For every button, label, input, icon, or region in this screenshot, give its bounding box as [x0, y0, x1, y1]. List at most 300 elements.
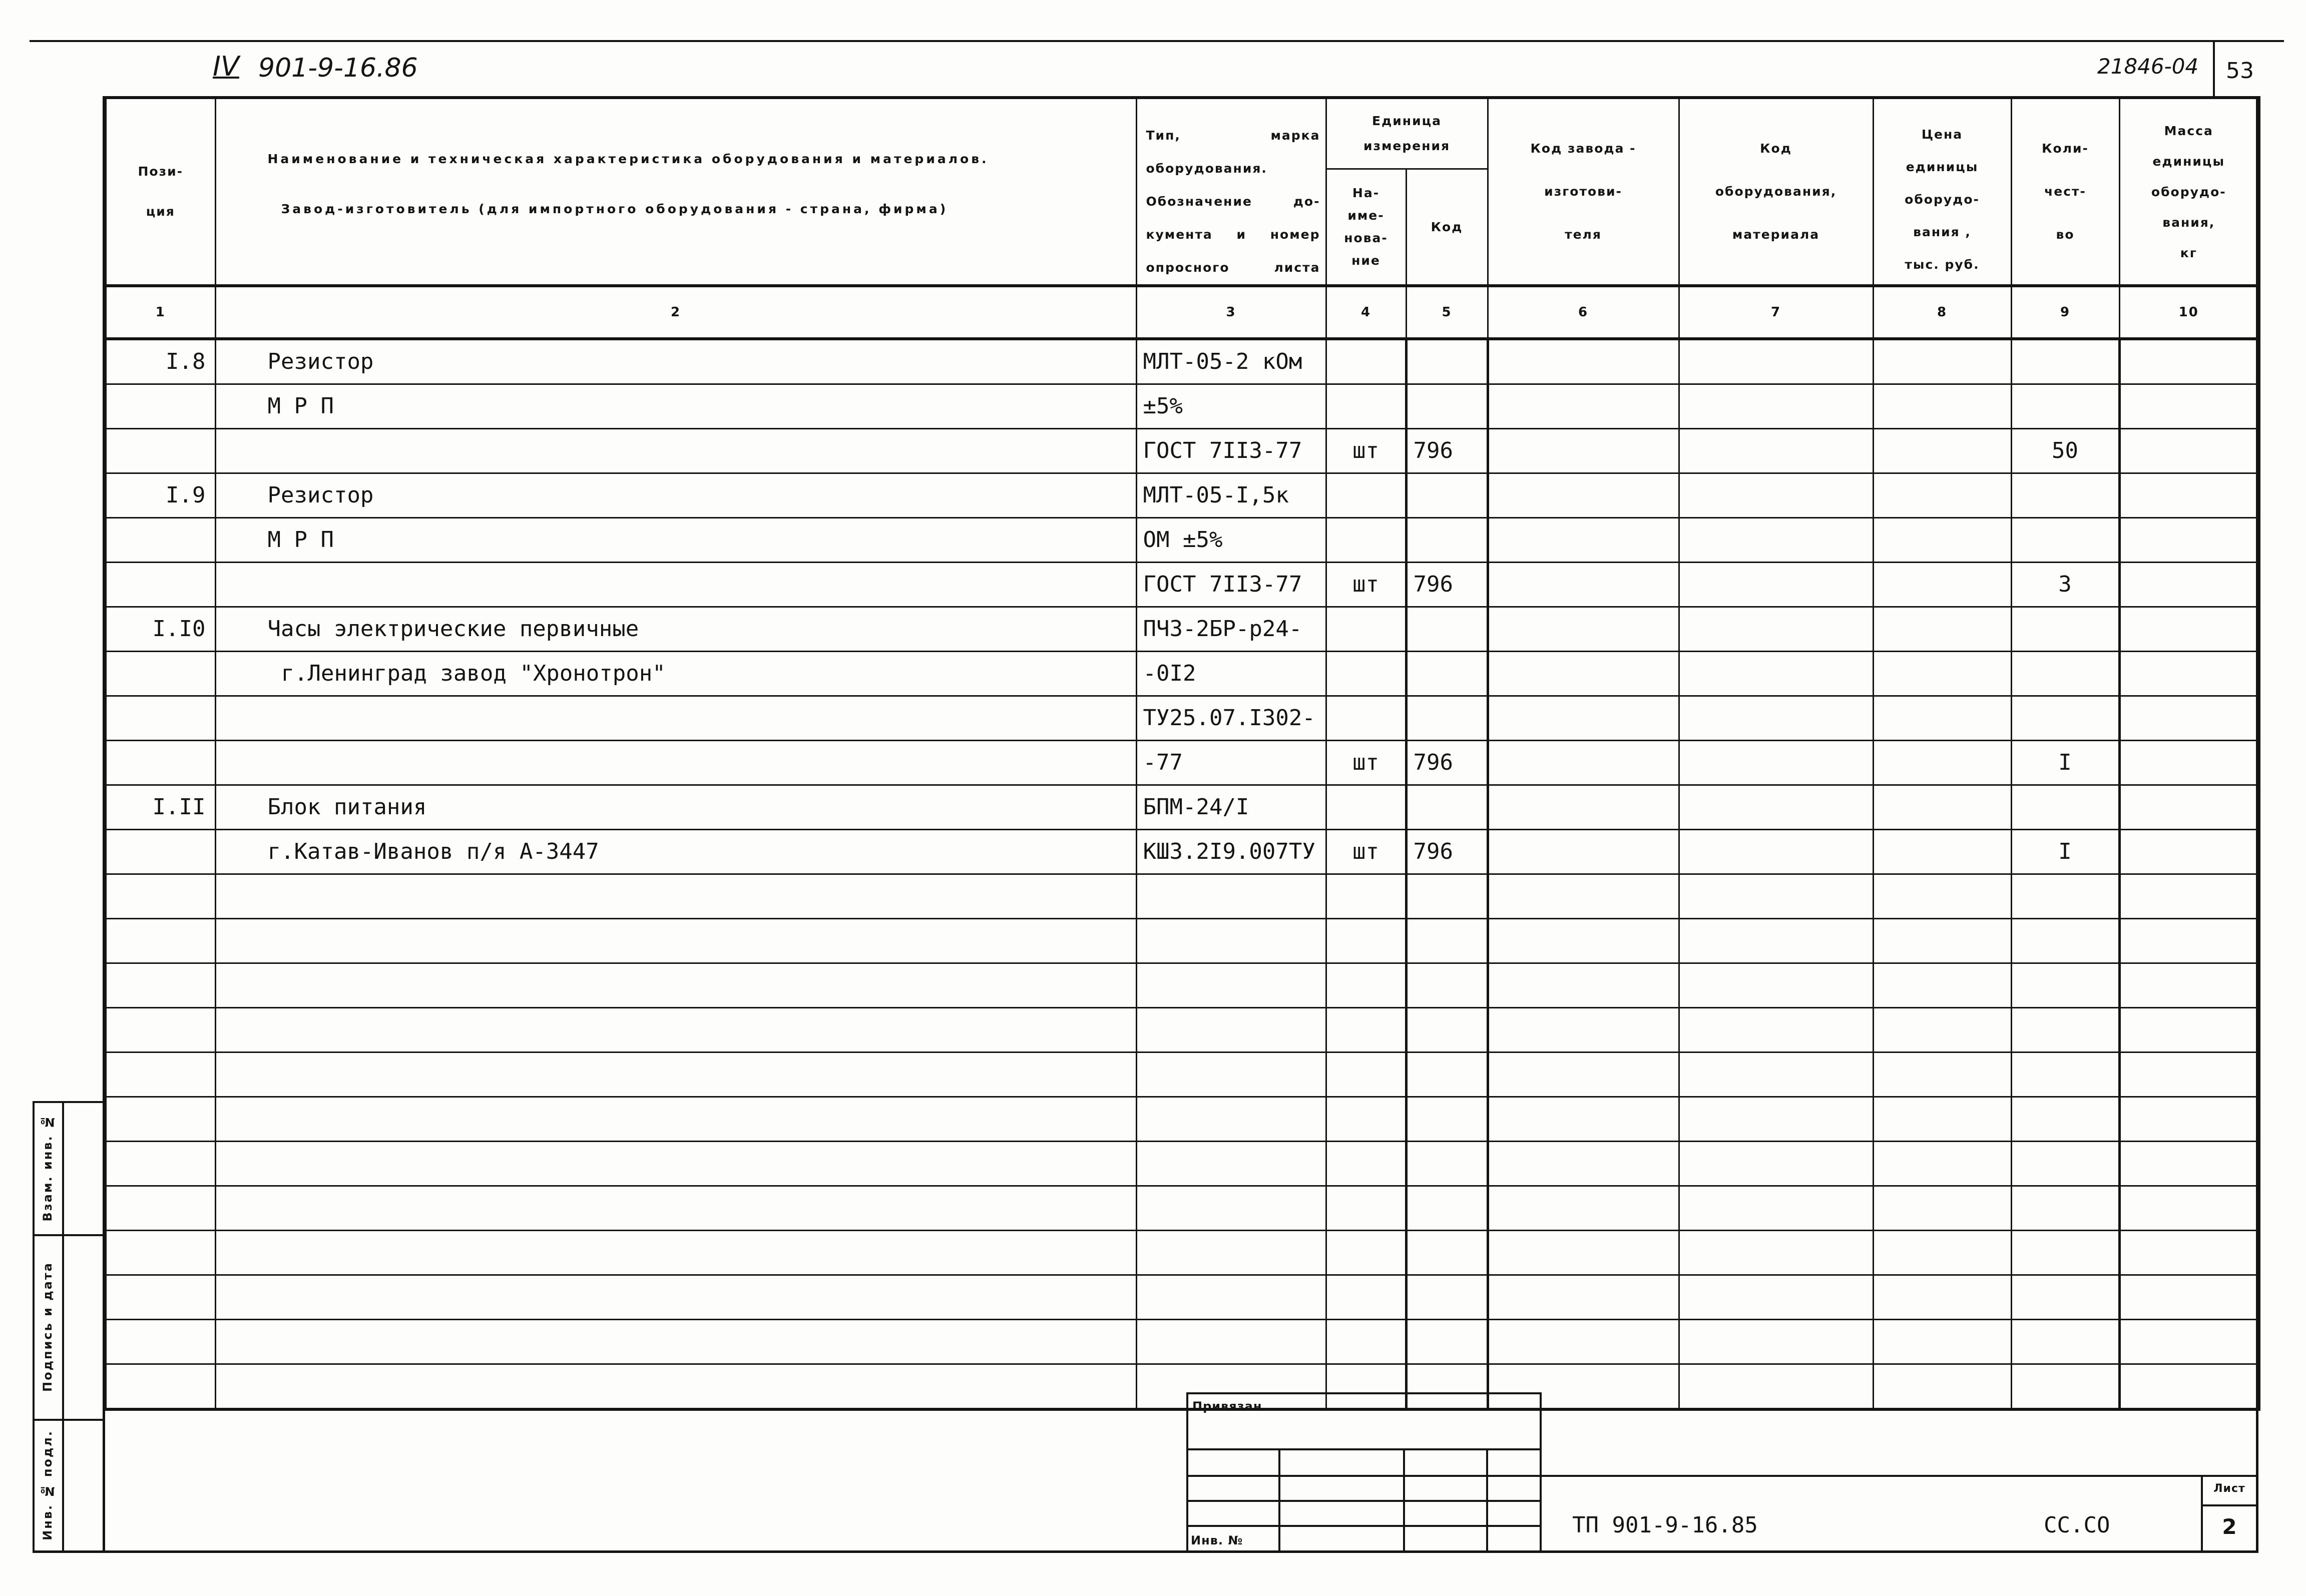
header-line: Коли- — [2042, 141, 2089, 156]
cell-position: I.I0 — [105, 607, 215, 652]
cell-type — [1136, 1231, 1326, 1275]
table-row — [105, 518, 2259, 563]
cell-price — [1873, 1320, 2011, 1364]
cell-name — [215, 919, 1136, 963]
stamp-signature-date — [33, 1234, 62, 1419]
cell-unit-code: 796 — [1406, 741, 1488, 785]
cell-mass — [2119, 963, 2259, 1008]
column-number: 7 — [1679, 286, 1873, 339]
cell-manufacturer-code — [1488, 652, 1679, 696]
cell-position — [105, 696, 215, 741]
cell-name — [215, 741, 1136, 785]
cell-price — [1873, 1052, 2011, 1097]
column-number: 10 — [2119, 286, 2259, 339]
cell-manufacturer-code — [1488, 473, 1679, 518]
stamp-inner-line — [62, 1101, 64, 1551]
cell-name — [215, 1008, 1136, 1052]
document-code: ТП 901-9-16.85 — [1572, 1512, 1758, 1538]
cell-position — [105, 874, 215, 919]
header-type — [1136, 98, 1326, 286]
table-row — [105, 741, 2259, 785]
table-row — [105, 652, 2259, 696]
cell-quantity — [2011, 1008, 2119, 1052]
cell-position — [105, 1320, 215, 1364]
cell-price — [1873, 473, 2011, 518]
cell-equipment-code — [1679, 1231, 1873, 1275]
cell-manufacturer-code — [1488, 1142, 1679, 1186]
cell-name — [215, 1320, 1136, 1364]
inv-label: Инв. № — [1191, 1533, 1243, 1547]
cell-position — [105, 518, 215, 563]
table-row — [105, 1097, 2259, 1142]
cell-position — [105, 1097, 215, 1142]
cell-price — [1873, 429, 2011, 473]
cell-price — [1873, 1142, 2011, 1186]
cell-equipment-code — [1679, 741, 1873, 785]
cell-price — [1873, 1231, 2011, 1275]
cell-manufacturer-code — [1488, 339, 1679, 384]
cell-unit — [1326, 919, 1406, 963]
cell-price — [1873, 652, 2011, 696]
header-line: тыс. руб. — [1905, 257, 1980, 272]
cell-price — [1873, 696, 2011, 741]
header-line: чест- — [2044, 184, 2086, 199]
cell-equipment-code — [1679, 473, 1873, 518]
header-line: теля — [1565, 227, 1602, 242]
table-row — [105, 1231, 2259, 1275]
cell-equipment-code — [1679, 518, 1873, 563]
cell-manufacturer-code — [1488, 429, 1679, 473]
cell-unit-code: 796 — [1406, 563, 1488, 607]
header-line: вания, — [2162, 215, 2215, 230]
cell-price — [1873, 1186, 2011, 1231]
cell-quantity — [2011, 1142, 2119, 1186]
header-mass — [2119, 98, 2259, 286]
cell-equipment-code — [1679, 874, 1873, 919]
header-line: оборудования, — [1715, 184, 1837, 199]
cell-unit-code — [1406, 518, 1488, 563]
cell-name: М Р П — [215, 518, 1136, 563]
cell-equipment-code — [1679, 1052, 1873, 1097]
cell-unit — [1326, 1364, 1406, 1410]
cell-type — [1136, 1275, 1326, 1320]
cell-name — [215, 1364, 1136, 1410]
specification-rows — [105, 339, 2259, 1409]
cell-unit — [1326, 1142, 1406, 1186]
cell-quantity — [2011, 518, 2119, 563]
cell-position — [105, 963, 215, 1008]
cell-position — [105, 384, 215, 429]
cell-type — [1136, 1142, 1326, 1186]
header-line: оборудо- — [2151, 184, 2226, 199]
cell-mass — [2119, 1320, 2259, 1364]
cell-position — [105, 1186, 215, 1231]
cell-name — [215, 963, 1136, 1008]
table-row — [105, 384, 2259, 429]
header-line: вания , — [1913, 224, 1971, 239]
header-line: Пози- — [138, 164, 184, 179]
cell-mass — [2119, 1052, 2259, 1097]
sheet-box-line — [2201, 1504, 2257, 1506]
cell-unit-code — [1406, 785, 1488, 830]
frame-bottom-line — [33, 1550, 2258, 1553]
header-price — [1873, 98, 2011, 286]
cell-manufacturer-code — [1488, 1008, 1679, 1052]
column-number: 8 — [1873, 286, 2011, 339]
cell-position: I.8 — [105, 339, 215, 384]
cell-unit: шт — [1326, 563, 1406, 607]
cell-manufacturer-code — [1488, 1097, 1679, 1142]
cell-mass — [2119, 696, 2259, 741]
section-code: СС.СО — [2044, 1512, 2110, 1538]
header-unit-group — [1326, 98, 1488, 169]
table-row — [105, 1186, 2259, 1231]
cell-unit — [1326, 1186, 1406, 1231]
cell-unit-code — [1406, 384, 1488, 429]
cell-price — [1873, 919, 2011, 963]
cell-unit-code — [1406, 1320, 1488, 1364]
binding-box-line — [1186, 1392, 1540, 1394]
cell-type: -0I2 — [1136, 652, 1326, 696]
cell-equipment-code — [1679, 963, 1873, 1008]
cell-mass — [2119, 830, 2259, 874]
cell-quantity — [2011, 1097, 2119, 1142]
cell-mass — [2119, 1186, 2259, 1231]
binding-box-line — [1486, 1448, 1488, 1551]
cell-unit — [1326, 607, 1406, 652]
cell-quantity — [2011, 1320, 2119, 1364]
header-line: Масса — [2164, 123, 2213, 138]
cell-equipment-code — [1679, 919, 1873, 963]
cell-manufacturer-code — [1488, 518, 1679, 563]
cell-name — [215, 1275, 1136, 1320]
cell-equipment-code — [1679, 830, 1873, 874]
cell-unit-code — [1406, 473, 1488, 518]
archive-number: 21846-04 — [2097, 54, 2199, 79]
cell-unit — [1326, 652, 1406, 696]
cell-manufacturer-code — [1488, 830, 1679, 874]
header-line: Наименование и техническая характеристика оборудования и материалов. — [267, 152, 989, 166]
cell-position — [105, 1052, 215, 1097]
cell-name: Резистор — [215, 473, 1136, 518]
cell-name: Часы электрические первичные — [215, 607, 1136, 652]
cell-type — [1136, 1186, 1326, 1231]
stamp-label: Подпись и дата — [40, 1261, 55, 1392]
cell-mass — [2119, 1364, 2259, 1410]
cell-unit — [1326, 384, 1406, 429]
cell-position — [105, 1364, 215, 1410]
cell-equipment-code — [1679, 1186, 1873, 1231]
header-quantity — [2011, 98, 2119, 286]
cell-position — [105, 830, 215, 874]
cell-manufacturer-code — [1488, 607, 1679, 652]
cell-type: КШЗ.2I9.007ТУ — [1136, 830, 1326, 874]
stamp-replacement-inv — [33, 1101, 62, 1234]
cell-unit-code: 796 — [1406, 830, 1488, 874]
cell-unit-code — [1406, 1231, 1488, 1275]
cell-name — [215, 696, 1136, 741]
cell-name: Блок питания — [215, 785, 1136, 830]
page-number: 53 — [2226, 58, 2254, 84]
cell-quantity — [2011, 607, 2119, 652]
cell-unit — [1326, 785, 1406, 830]
cell-position — [105, 429, 215, 473]
cell-name — [215, 563, 1136, 607]
cell-quantity: 50 — [2011, 429, 2119, 473]
cell-unit-code — [1406, 1364, 1488, 1410]
cell-equipment-code — [1679, 1142, 1873, 1186]
cell-quantity — [2011, 384, 2119, 429]
cell-type: МЛТ-05-2 кОм — [1136, 339, 1326, 384]
table-row — [105, 785, 2259, 830]
header-line: Завод-изготовитель (для импортного оборудования - страна, фирма) — [281, 202, 949, 216]
cell-name: М Р П — [215, 384, 1136, 429]
binding-box-line — [1403, 1448, 1405, 1551]
header-name — [215, 98, 1136, 286]
header-line: нова- — [1344, 231, 1388, 246]
cell-price — [1873, 563, 2011, 607]
cell-unit — [1326, 473, 1406, 518]
cell-quantity — [2011, 874, 2119, 919]
header-unit-name — [1326, 169, 1406, 286]
cell-mass — [2119, 785, 2259, 830]
cell-equipment-code — [1679, 696, 1873, 741]
cell-mass — [2119, 1275, 2259, 1320]
cell-name — [215, 1142, 1136, 1186]
cell-mass — [2119, 741, 2259, 785]
cell-type — [1136, 1008, 1326, 1052]
cell-price — [1873, 874, 2011, 919]
cell-mass — [2119, 874, 2259, 919]
cell-quantity — [2011, 1186, 2119, 1231]
cell-mass — [2119, 1142, 2259, 1186]
cell-quantity — [2011, 919, 2119, 963]
header-line: ние — [1351, 253, 1380, 268]
cell-name — [215, 874, 1136, 919]
header-equipment-code — [1679, 98, 1873, 286]
cell-position — [105, 919, 215, 963]
cell-manufacturer-code — [1488, 785, 1679, 830]
header-manufacturer-code — [1488, 98, 1679, 286]
column-number: 3 — [1136, 286, 1326, 339]
cell-unit-code — [1406, 1097, 1488, 1142]
header-line: Код — [1760, 141, 1792, 156]
cell-equipment-code — [1679, 429, 1873, 473]
header-line: Цена — [1921, 127, 1963, 142]
cell-name: Резистор — [215, 339, 1136, 384]
cell-equipment-code — [1679, 339, 1873, 384]
cell-mass — [2119, 919, 2259, 963]
cell-name — [215, 1097, 1136, 1142]
header-line: Тип, марка — [1146, 128, 1320, 143]
cell-price — [1873, 607, 2011, 652]
cell-price — [1873, 785, 2011, 830]
cell-quantity — [2011, 696, 2119, 741]
table-row — [105, 696, 2259, 741]
cell-name — [215, 429, 1136, 473]
table-row — [105, 429, 2259, 473]
cell-equipment-code — [1679, 785, 1873, 830]
cell-position — [105, 563, 215, 607]
cell-mass — [2119, 1231, 2259, 1275]
header-line: Код завода - — [1530, 141, 1636, 156]
header-line: Единица — [1372, 113, 1442, 128]
cell-unit-code — [1406, 874, 1488, 919]
cell-unit-code — [1406, 1008, 1488, 1052]
cell-manufacturer-code — [1488, 1320, 1679, 1364]
table-row — [105, 1008, 2259, 1052]
cell-quantity: I — [2011, 830, 2119, 874]
cell-equipment-code — [1679, 1320, 1873, 1364]
cell-type: ПЧЗ-2БР-р24- — [1136, 607, 1326, 652]
table-row — [105, 473, 2259, 518]
header-line: опросного листа — [1146, 260, 1320, 275]
cell-type: ГОСТ 7II3-77 — [1136, 563, 1326, 607]
header-line: кумента и номер — [1146, 227, 1320, 242]
title-block-line — [1186, 1475, 2257, 1477]
header-line: материала — [1732, 227, 1820, 242]
binding-box-line — [1540, 1392, 1542, 1551]
cell-unit-code — [1406, 652, 1488, 696]
cell-type: ±5% — [1136, 384, 1326, 429]
cell-price — [1873, 339, 2011, 384]
header-line: Обозначение до- — [1146, 194, 1320, 209]
cell-unit — [1326, 1097, 1406, 1142]
cell-price — [1873, 384, 2011, 429]
specification-table — [104, 96, 2260, 1411]
cell-type: БПМ-24/I — [1136, 785, 1326, 830]
cell-position — [105, 1275, 215, 1320]
table-row — [105, 1275, 2259, 1320]
cell-manufacturer-code — [1488, 741, 1679, 785]
cell-position: I.II — [105, 785, 215, 830]
cell-mass — [2119, 652, 2259, 696]
header-line: кг — [2180, 245, 2197, 260]
binding-box-line — [1278, 1448, 1280, 1551]
cell-unit — [1326, 874, 1406, 919]
table-row — [105, 830, 2259, 874]
cell-mass — [2119, 1008, 2259, 1052]
cell-mass — [2119, 607, 2259, 652]
cell-quantity — [2011, 785, 2119, 830]
cell-mass — [2119, 1097, 2259, 1142]
table-row — [105, 963, 2259, 1008]
cell-unit-code: 796 — [1406, 429, 1488, 473]
column-number-row — [105, 286, 2259, 339]
cell-unit-code — [1406, 1275, 1488, 1320]
table-row — [105, 607, 2259, 652]
cell-equipment-code — [1679, 1008, 1873, 1052]
header-line: оборудо- — [1905, 192, 1980, 207]
top-rule-line — [30, 40, 2284, 42]
project-code: 901-9-16.86 — [258, 53, 418, 83]
cell-unit-code — [1406, 696, 1488, 741]
cell-price — [1873, 741, 2011, 785]
cell-name: г.Катав-Иванов п/я А-3447 — [215, 830, 1136, 874]
cell-unit — [1326, 518, 1406, 563]
cell-quantity — [2011, 1052, 2119, 1097]
cell-quantity — [2011, 1275, 2119, 1320]
cell-mass — [2119, 384, 2259, 429]
cell-price — [1873, 963, 2011, 1008]
binding-box-line — [1186, 1392, 1188, 1551]
table-row — [105, 1052, 2259, 1097]
cell-quantity: 3 — [2011, 563, 2119, 607]
cell-type: ОМ ±5% — [1136, 518, 1326, 563]
cell-quantity — [2011, 339, 2119, 384]
cell-position — [105, 1008, 215, 1052]
cell-equipment-code — [1679, 384, 1873, 429]
cell-name: г.Ленинград завод "Хронотрон" — [215, 652, 1136, 696]
table-row — [105, 874, 2259, 919]
cell-equipment-code — [1679, 563, 1873, 607]
cell-unit: шт — [1326, 741, 1406, 785]
cell-equipment-code — [1679, 1364, 1873, 1410]
header-line: име- — [1347, 208, 1385, 223]
cell-unit — [1326, 339, 1406, 384]
cell-type — [1136, 874, 1326, 919]
cell-price — [1873, 830, 2011, 874]
cell-position — [105, 1142, 215, 1186]
cell-type: -77 — [1136, 741, 1326, 785]
cell-equipment-code — [1679, 1097, 1873, 1142]
header-line: измерения — [1363, 138, 1451, 153]
cell-mass — [2119, 473, 2259, 518]
cell-mass — [2119, 563, 2259, 607]
cell-name — [215, 1231, 1136, 1275]
sheet-label: Лист — [2213, 1482, 2245, 1495]
cell-type — [1136, 963, 1326, 1008]
cell-price — [1873, 1275, 2011, 1320]
cell-unit — [1326, 696, 1406, 741]
cell-unit — [1326, 1008, 1406, 1052]
cell-type — [1136, 919, 1326, 963]
cell-unit-code — [1406, 339, 1488, 384]
cell-position — [105, 1231, 215, 1275]
cell-equipment-code — [1679, 652, 1873, 696]
stamp-label: Взам. инв. № — [40, 1114, 55, 1222]
cell-type: ТУ25.07.I302- — [1136, 696, 1326, 741]
header-line: изготови- — [1544, 184, 1622, 199]
frame-right-line — [2256, 96, 2258, 1552]
table-row — [105, 1364, 2259, 1410]
cell-unit-code — [1406, 1142, 1488, 1186]
cell-position — [105, 741, 215, 785]
table-row — [105, 339, 2259, 384]
cell-mass — [2119, 339, 2259, 384]
header-unit-code: Код — [1406, 169, 1488, 286]
cell-name — [215, 1052, 1136, 1097]
cell-manufacturer-code — [1488, 696, 1679, 741]
cell-manufacturer-code — [1488, 384, 1679, 429]
table-row — [105, 1320, 2259, 1364]
cell-quantity — [2011, 1364, 2119, 1410]
cell-quantity — [2011, 963, 2119, 1008]
cell-type: ГОСТ 7II3-77 — [1136, 429, 1326, 473]
column-number: 5 — [1406, 286, 1488, 339]
cell-price — [1873, 1364, 2011, 1410]
cell-unit — [1326, 1320, 1406, 1364]
cell-type: МЛТ-05-I,5к — [1136, 473, 1326, 518]
header-row — [105, 98, 2259, 169]
stamp-label: Инв. № подл. — [40, 1430, 55, 1540]
cell-quantity — [2011, 1231, 2119, 1275]
cell-quantity — [2011, 652, 2119, 696]
cell-position — [105, 652, 215, 696]
cell-manufacturer-code — [1488, 963, 1679, 1008]
cell-manufacturer-code — [1488, 1364, 1679, 1410]
cell-price — [1873, 1008, 2011, 1052]
